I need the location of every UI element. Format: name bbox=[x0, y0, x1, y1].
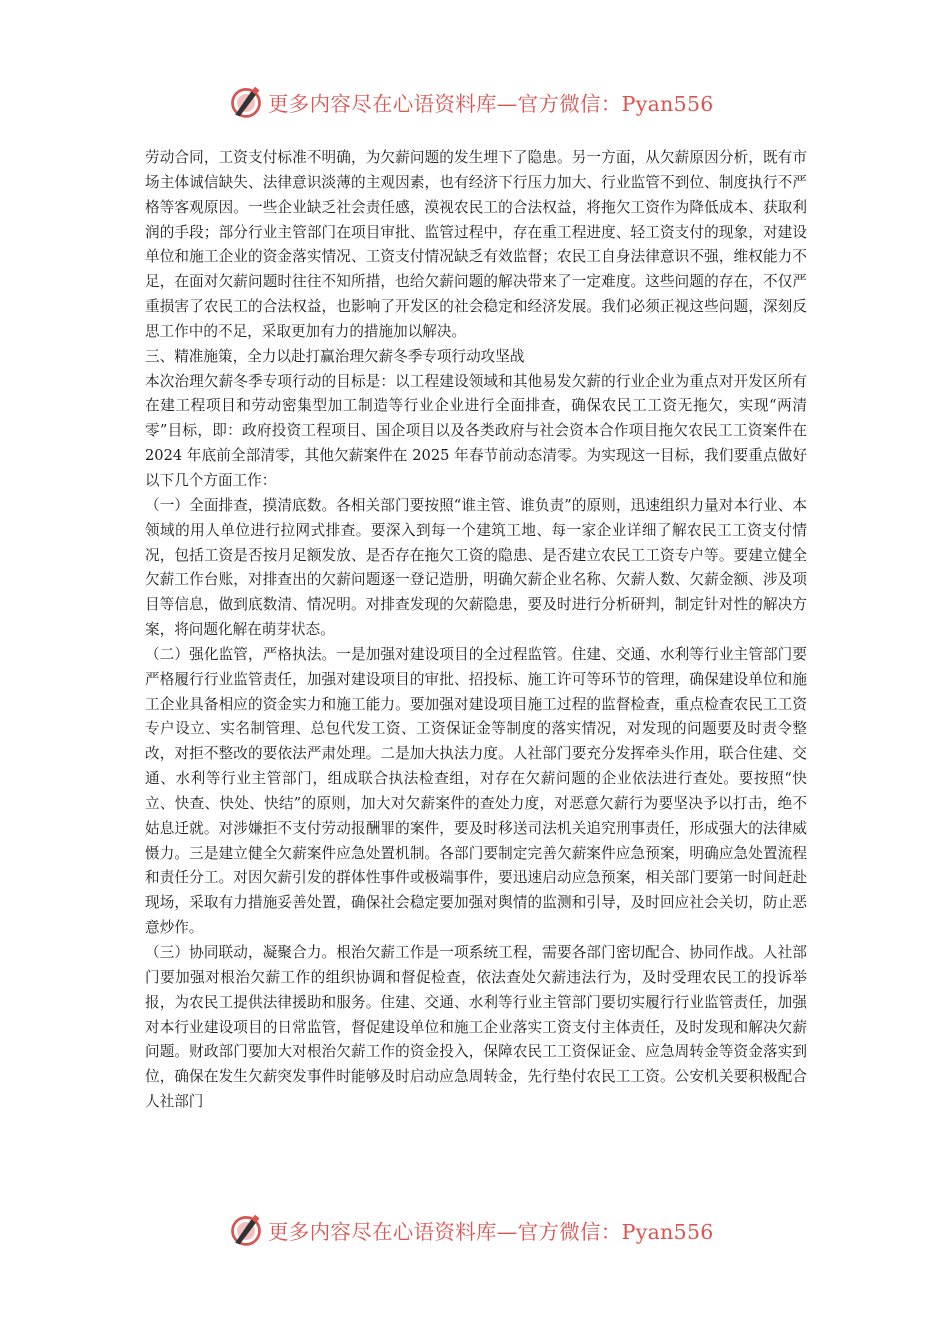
document-body bbox=[145, 146, 807, 1115]
pen-nib-circle-logo-icon bbox=[228, 84, 264, 120]
header-watermark-banner bbox=[228, 82, 728, 122]
paragraph: （三）协同联动，凝聚合力。根治欠薪工作是一项系统工程，需要各部门密切配合、协同作战。人社部门要加强对根治欠薪工作的组织协调和督促检查，依法查处欠薪违法行为，及时受理农民工的投诉举报，为农民工提供法律援助和服务。住建、交通、水利等行业主管部门要切实履行行业监管责任，加强对本行业建设项目的日常监管，督促建设单位和施工企业落实工资支付主体责任，及时发现和解决欠薪问题。财政部门要加大对根治欠薪工作的资金投入，保障农民工工资保证金、应急周转金等资金落实到位，确保在发生欠薪突发事件时能够及时启动应急周转金，先行垫付农民工工资。公安机关要积极配合人社部门 bbox=[145, 944, 807, 1111]
paragraph: 本次治理欠薪冬季专项行动的目标是：以工程建设领域和其他易发欠薪的行业企业为重点对开发区所有在建工程项目和劳动密集型加工制造等行业企业进行全面排查，确保农民工工资无拖欠，实现“两清零”目标，即：政府投资工程项目、国企项目以及各类政府与社会资本合作项目拖欠农民工工资案件在 2024 年底前全部清零，其他欠薪案件在 2025 年春节前动态清零。为实现这一目标，我们要重点做好以下几个方面工作： bbox=[145, 372, 807, 489]
footer-watermark-banner bbox=[228, 1210, 728, 1250]
paragraph: 劳动合同，工资支付标准不明确，为欠薪问题的发生埋下了隐患。另一方面，从欠薪原因分析，既有市场主体诚信缺失、法律意识淡薄的主观因素，也有经济下行压力加大、行业监管不到位、制度执行不严格等客观原因。一些企业缺乏社会责任感，漠视农民工的合法权益，将拖欠工资作为降低成本、获取利润的手段；部分行业主管部门在项目审批、监管过程中，存在重工程进度、轻工资支付的现象，对建设单位和施工企业的资金落实情况、工资支付情况缺乏有效监督；农民工自身法律意识不强，维权能力不足，在面对欠薪问题时往往不知所措，也给欠薪问题的解决带来了一定难度。这些问题的存在，不仅严重损害了农民工的合法权益，也影响了开发区的社会稳定和经济发展。我们必须正视这些问题，深刻反思工作中的不足，采取更加有力的措施加以解决。 bbox=[145, 149, 807, 340]
footer-watermark-text: 更多内容尽在心语资料库—官方微信：Pyan556 bbox=[268, 1220, 714, 1244]
header-watermark-text: 更多内容尽在心语资料库—官方微信：Pyan556 bbox=[268, 92, 714, 116]
paragraph: （二）强化监管，严格执法。一是加强对建设项目的全过程监管。住建、交通、水利等行业主管部门要严格履行行业监管责任，加强对建设项目的审批、招投标、施工许可等环节的管理，确保建设单位和施工企业具备相应的资金实力和施工能力。要加强对建设项目施工过程的监督检查，重点检查农民工工资专户设立、实名制管理、总包代发工资、工资保证金等制度的落实情况，对发现的问题要及时责令整改，对拒不整改的要依法严肃处理。二是加大执法力度。人社部门要充分发挥牵头作用，联合住建、交通、水利等行业主管部门，组成联合执法检查组，对存在欠薪问题的企业依法进行查处。要按照“快立、快查、快处、快结”的原则，加大对欠薪案件的查处力度，对恶意欠薪行为要坚决予以打击，绝不姑息迁就。对涉嫌拒不支付劳动报酬罪的案件，要及时移送司法机关追究刑事责任，形成强大的法律威慑力。三是建立健全欠薪案件应急处置机制。各部门要制定完善欠薪案件应急预案，明确应急处置流程和责任分工。对因欠薪引发的群体性事件或极端事件，要迅速启动应急预案，相关部门要第一时间赶赴现场，采取有力措施妥善处置，确保社会稳定要加强对舆情的监测和引导，及时回应社会关切，防止恶意炒作。 bbox=[145, 645, 807, 937]
paragraph: （一）全面排查，摸清底数。各相关部门要按照“谁主管、谁负责”的原则，迅速组织力量对本行业、本领域的用人单位进行拉网式排查。要深入到每一个建筑工地、每一家企业详细了解农民工工资支付情况，包括工资是否按月足额发放、是否存在拖欠工资的隐患、是否建立农民工工资专户等。要建立健全欠薪工作台账，对排查出的欠薪问题逐一登记造册，明确欠薪企业名称、欠薪人数、欠薪金额、涉及项目等信息，做到底数清、情况明。对排查发现的欠薪隐患，要及时进行分析研判，制定针对性的解决方案，将问题化解在萌芽状态。 bbox=[145, 496, 807, 639]
pen-nib-circle-logo-icon bbox=[228, 1212, 264, 1248]
section-heading: 三、精准施策，全力以赴打赢治理欠薪冬季专项行动攻坚战 bbox=[145, 347, 525, 365]
